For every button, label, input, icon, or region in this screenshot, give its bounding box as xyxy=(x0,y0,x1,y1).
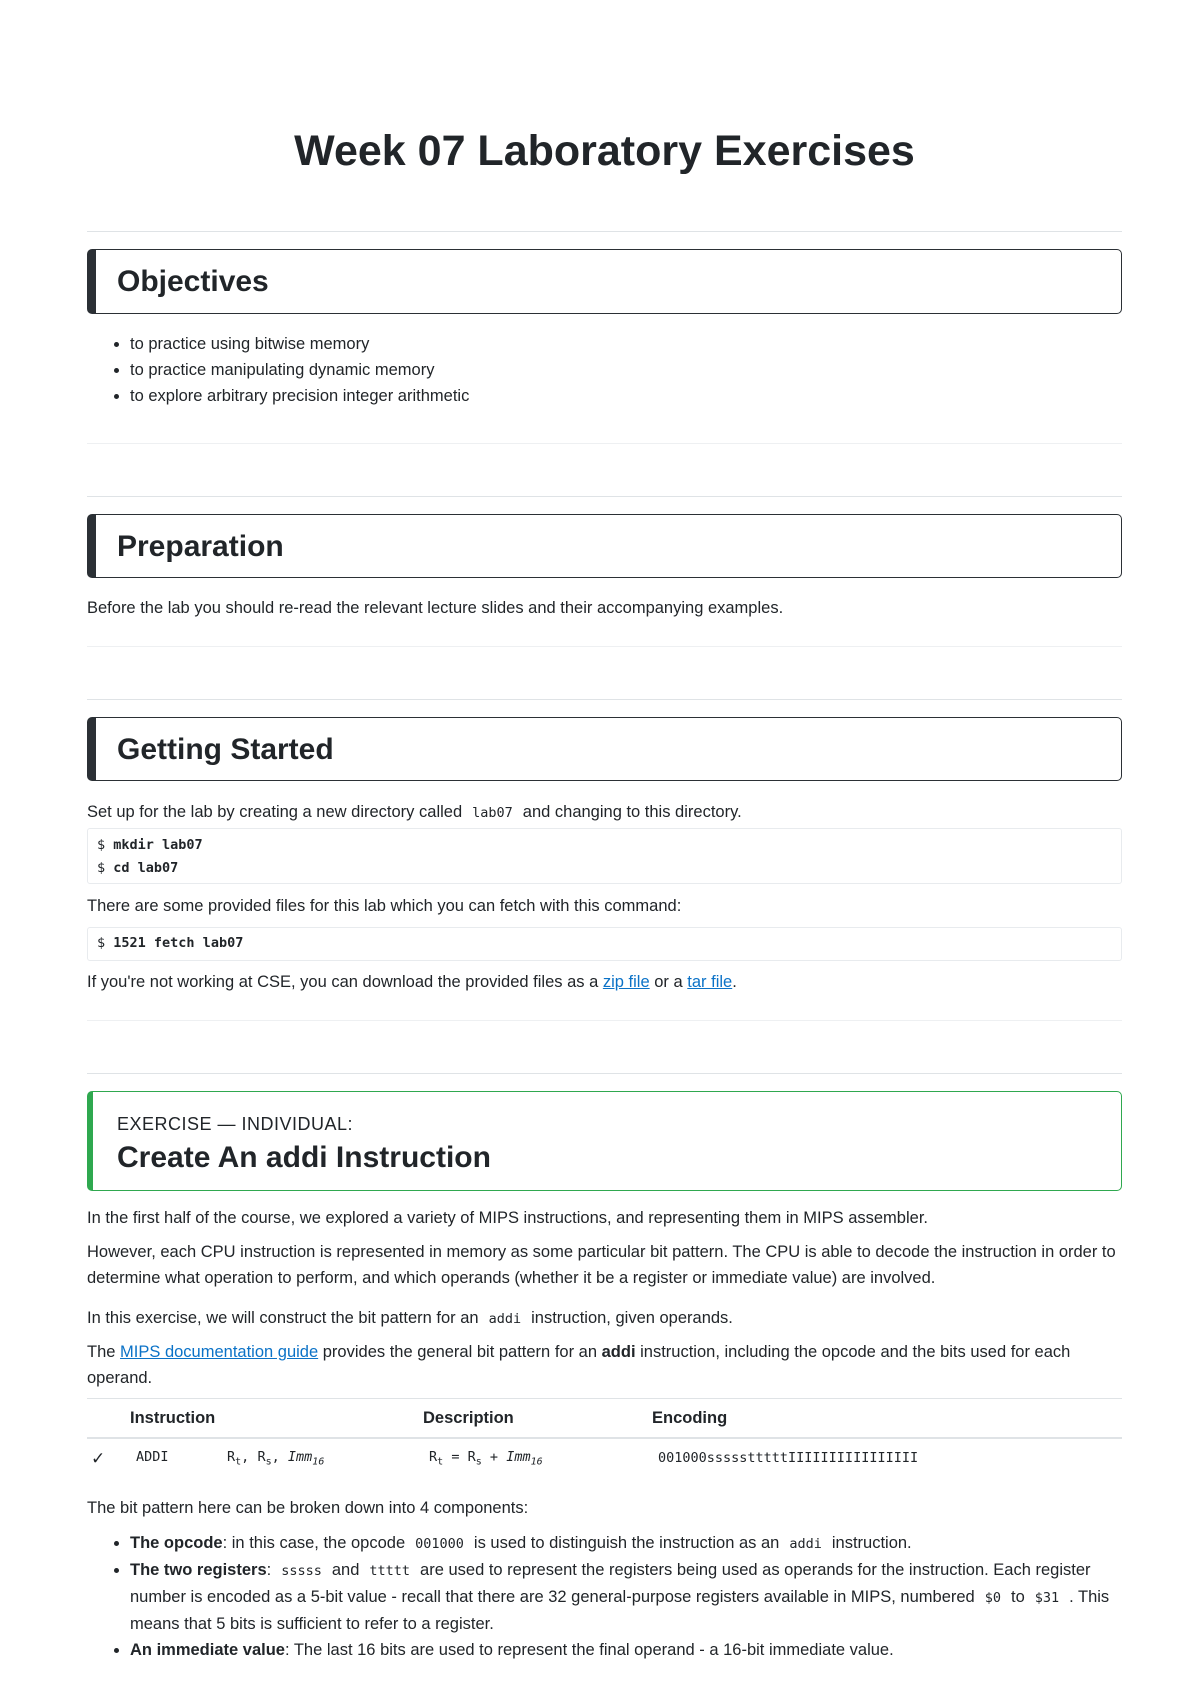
preparation-text: Before the lab you should re-read the relevant lecture slides and their accompanying examples. xyxy=(87,599,784,617)
comma: , xyxy=(241,1449,250,1466)
list-item xyxy=(130,1530,1122,1557)
objectives-list xyxy=(87,331,1122,409)
components-list xyxy=(87,1530,1122,1663)
fetch-text: There are some provided files for this lab which you can fetch with this command: xyxy=(87,897,682,915)
table-header-cell: Description xyxy=(423,1399,652,1439)
objectives-header xyxy=(87,249,1122,314)
exercise-paragraph: The bit pattern here can be broken down into 4 components: xyxy=(87,1499,529,1517)
download-text-or: or a xyxy=(654,973,683,991)
text-span: instruction, including the opcode and the bits used for each operand. xyxy=(87,1343,1071,1387)
text-span: : in this case, the opcode xyxy=(222,1534,406,1552)
divider xyxy=(87,699,1122,700)
list-item: • to practice using bitwise memory xyxy=(130,331,1122,357)
operand-imm: Imm$_{16}$ xyxy=(287,1449,325,1468)
operand-rs: $R_s$ xyxy=(467,1449,482,1468)
text-span: and xyxy=(331,1561,360,1579)
check-icon: ✓ xyxy=(91,1448,106,1468)
inline-code: addi xyxy=(488,1311,522,1327)
shell-command: 1521 fetch lab07 xyxy=(113,935,244,951)
code-line xyxy=(97,834,1112,857)
text-span: : xyxy=(266,1561,272,1579)
encoding-table xyxy=(87,1398,1122,1479)
fetch-code-block[interactable] xyxy=(87,927,1122,961)
text-span: : The last 16 bits are used to represent the final operand - a 16-bit immediate value. xyxy=(284,1641,894,1659)
preparation-heading: Preparation xyxy=(117,530,284,563)
plus-sign: + xyxy=(489,1449,499,1466)
shell-prompt: $ xyxy=(97,837,106,853)
bold-text: The two registers xyxy=(130,1561,267,1579)
inline-code: sssss xyxy=(281,1563,322,1579)
download-text-end: . xyxy=(732,973,737,991)
shell-prompt: $ xyxy=(97,860,106,876)
table-header-row xyxy=(87,1399,1122,1439)
equals-sign: = xyxy=(451,1449,460,1466)
text-span: In this exercise, we will construct the bit pattern for an xyxy=(87,1309,479,1327)
table-header-cell: Encoding xyxy=(652,1399,1122,1439)
download-text xyxy=(87,969,1122,995)
text-span: instruction. xyxy=(831,1534,912,1552)
preparation-header xyxy=(87,514,1122,578)
text-span: are used to represent the registers being used as operands for the instruction. Each register number is encoded as a 5-bit value - recall that there are 32 general-purpose registers available in MIPS, numbered xyxy=(130,1561,1091,1606)
setup-code-block[interactable] xyxy=(87,828,1122,884)
text-span: to xyxy=(1010,1588,1025,1606)
divider xyxy=(87,1020,1122,1021)
page-title: Week 07 Laboratory Exercises xyxy=(294,127,915,175)
setup-text xyxy=(87,799,1122,825)
tar-file-link[interactable]: tar file xyxy=(687,973,733,991)
operand-imm: Imm$_{16}$ xyxy=(506,1449,543,1468)
code-line xyxy=(97,857,1112,880)
exercise-paragraph xyxy=(87,1339,1122,1391)
table-row xyxy=(87,1438,1122,1479)
getting-started-heading: Getting Started xyxy=(117,733,334,766)
text-span: provides the general bit pattern for an xyxy=(322,1343,598,1361)
mips-documentation-link[interactable]: MIPS documentation guide xyxy=(120,1343,319,1361)
zip-file-link[interactable]: zip file xyxy=(602,973,650,991)
divider xyxy=(87,231,1122,232)
inline-code: $0 xyxy=(984,1590,1001,1606)
inline-code: ttttt xyxy=(369,1563,411,1579)
text-span: The xyxy=(87,1343,116,1361)
list-item: • to practice manipulating dynamic memory xyxy=(130,357,1122,383)
mnemonic: ADDI xyxy=(136,1449,169,1466)
list-item xyxy=(130,1557,1122,1637)
text-span: . This means that 5 bits is sufficient to refer to a register. xyxy=(130,1588,1110,1633)
table-header-cell: Instruction xyxy=(130,1399,423,1439)
operand-rs: $R_s$ xyxy=(257,1449,272,1468)
dir-name-code: lab07 xyxy=(472,805,513,821)
description-cell xyxy=(423,1438,652,1479)
inline-code: addi xyxy=(789,1536,822,1552)
bold-text: The opcode xyxy=(130,1534,223,1552)
shell-command: mkdir lab07 xyxy=(113,837,203,853)
table-header-cell xyxy=(87,1399,130,1439)
bold-text: An immediate value xyxy=(130,1641,285,1659)
divider xyxy=(87,646,1122,647)
list-item xyxy=(130,1637,1122,1663)
exercise-paragraph: However, each CPU instruction is represented in memory as some particular bit pattern. The CPU is able to decode the instruction in order to determine what operation to perform, and which operands (whether it be a register or immediate value) are involved. xyxy=(87,1243,1116,1287)
bold-text: addi xyxy=(601,1343,636,1361)
instruction-cell xyxy=(130,1438,423,1479)
setup-text-after: and changing to this directory. xyxy=(522,803,742,821)
inline-code: $31 xyxy=(1034,1590,1060,1606)
operand-rt: $R_t$ xyxy=(227,1449,242,1468)
download-text-before: If you're not working at CSE, you can download the provided files as a xyxy=(87,973,599,991)
shell-prompt: $ xyxy=(97,935,106,951)
code-line xyxy=(97,932,1112,955)
divider xyxy=(87,1073,1122,1074)
operand-rt: $R_t$ xyxy=(429,1449,444,1468)
getting-started-header xyxy=(87,717,1122,781)
comma: , xyxy=(271,1449,280,1466)
setup-text-before: Set up for the lab by creating a new directory called xyxy=(87,803,463,821)
text-span: instruction, given operands. xyxy=(531,1309,733,1327)
shell-command: cd lab07 xyxy=(113,860,179,876)
text-span: is used to distinguish the instruction as an xyxy=(473,1534,780,1552)
exercise-paragraph: In the first half of the course, we explored a variety of MIPS instructions, and representing them in MIPS assembler. xyxy=(87,1209,928,1227)
encoding-cell: 001000ssssstttttIIIIIIIIIIIIIIII xyxy=(658,1450,919,1467)
exercise-kicker: EXERCISE — INDIVIDUAL: xyxy=(117,1114,354,1134)
objectives-heading: Objectives xyxy=(117,265,269,298)
exercise-header xyxy=(87,1091,1122,1191)
exercise-title: Create An addi Instruction xyxy=(117,1140,491,1174)
inline-code: 001000 xyxy=(415,1536,464,1552)
list-item: • to explore arbitrary precision integer arithmetic xyxy=(130,383,1122,409)
divider xyxy=(87,443,1122,444)
divider xyxy=(87,496,1122,497)
exercise-paragraph xyxy=(87,1305,1122,1331)
